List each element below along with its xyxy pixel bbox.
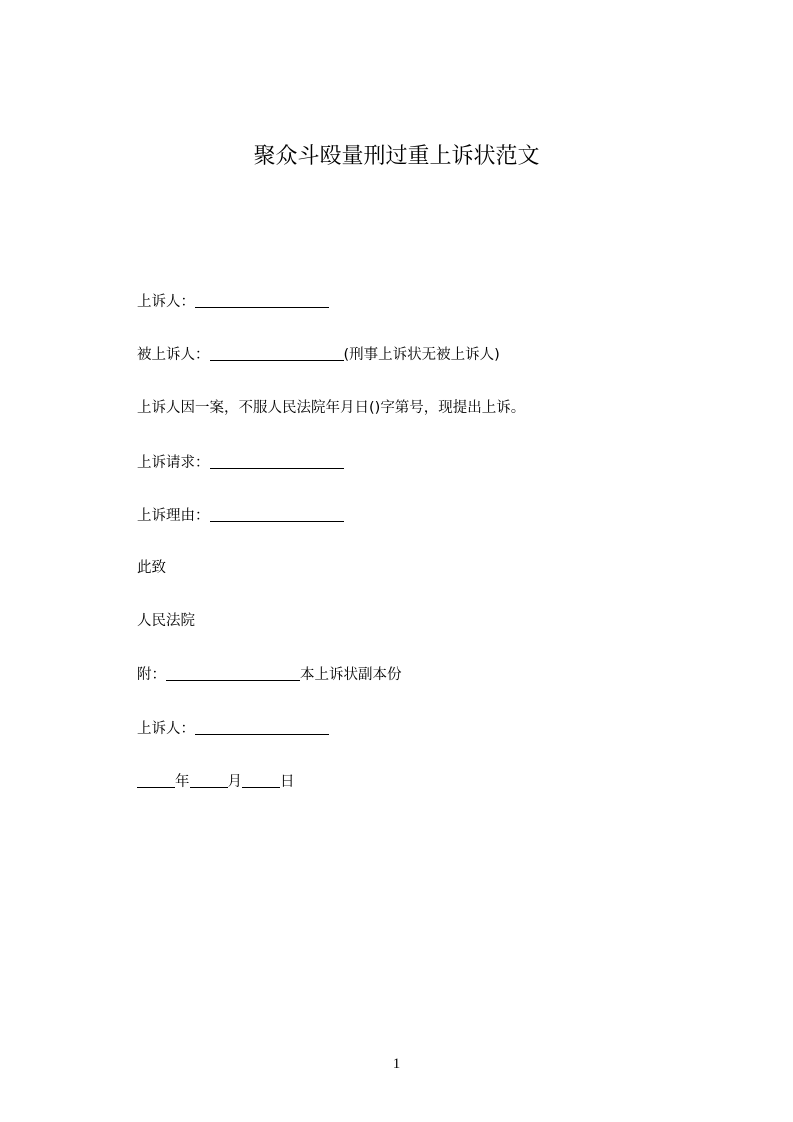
claims-label: 上诉请求：: [137, 455, 210, 471]
attachment-blank: [166, 666, 300, 681]
attachment-line: [137, 664, 402, 684]
day-blank: [242, 773, 280, 788]
case-statement: 上诉人因一案，不服人民法院年月日()字第号，现提出上诉。: [137, 400, 526, 416]
appellant-line: [137, 291, 329, 311]
reasons-label: 上诉理由：: [137, 508, 210, 524]
document-title: 聚众斗殴量刑过重上诉状范文: [253, 144, 540, 169]
day-label: 日: [280, 774, 295, 790]
appellee-note: (刑事上诉状无被上诉人): [343, 347, 500, 363]
attachment-suffix: 本上诉状副本份: [300, 667, 402, 683]
signature-line: [137, 718, 329, 738]
date-line: [137, 771, 295, 791]
court-text: 人民法院: [137, 613, 195, 629]
reasons-blank: [210, 507, 344, 522]
closing-text: 此致: [137, 560, 166, 576]
claims-line: [137, 452, 344, 472]
signature-blank: [195, 720, 329, 735]
month-blank: [190, 773, 228, 788]
year-blank: [137, 773, 175, 788]
appellee-blank: [210, 346, 344, 361]
appellant-blank: [195, 293, 329, 308]
page-number: 1: [392, 1056, 401, 1072]
year-label: 年: [175, 774, 190, 790]
signature-label: 上诉人：: [137, 721, 195, 737]
appellee-label: 被上诉人：: [137, 347, 210, 363]
month-label: 月: [227, 774, 242, 790]
reasons-line: [137, 505, 344, 525]
appellee-line: [137, 344, 500, 364]
attachment-label: 附：: [137, 667, 166, 683]
claims-blank: [210, 454, 344, 469]
appellant-label: 上诉人：: [137, 294, 195, 310]
